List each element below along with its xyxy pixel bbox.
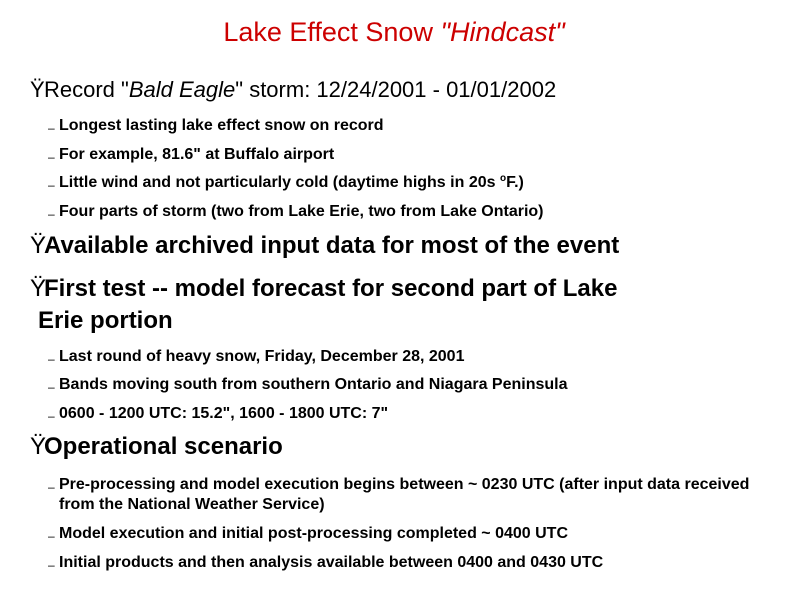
bullet-marker: Ÿ [30, 433, 47, 460]
bullet-marker: Ÿ [30, 77, 45, 102]
title-hindcast: "Hindcast" [440, 17, 565, 47]
sub-bullet-marker: – [48, 380, 55, 394]
sub-bullet-marker: – [48, 178, 55, 192]
first-test-line2: Erie portion [38, 307, 173, 334]
sub-bullet: – Model execution and initial post-processing completed ~ 0400 UTC [48, 524, 568, 544]
sub-bullet: – Longest lasting lake effect snow on record [48, 116, 384, 136]
sub-bullet: – Little wind and not particularly cold (daytime highs in 20s $^o$F.) [48, 173, 524, 195]
sub-bullet: – Pre-processing and model execution begins between ~ 0230 UTC (after input data received from the National Weather Service) [48, 476, 750, 513]
sub-bullet: – Bands moving south from southern Ontario and Niagara Peninsula [48, 375, 568, 395]
sub-bullet-marker: – [48, 121, 55, 135]
bullet-operational: Ÿ Operational scenario [30, 433, 283, 460]
sub-bullet-marker: – [48, 150, 55, 164]
sub-bullet-marker: – [48, 409, 55, 423]
sub-bullet-marker: – [48, 558, 55, 572]
bullet-first-test [30, 273, 617, 337]
first-test-line1: First test -- model forecast for second part of Lake [44, 275, 618, 302]
sub-bullet-marker: – [48, 480, 55, 494]
sub-bullet-marker: – [48, 352, 55, 366]
sub-bullet-marker: – [48, 207, 55, 221]
slide-title [0, 16, 788, 48]
bullet-available: Ÿ Available archived input data for most of the event [30, 232, 620, 259]
sub-bullet: – Last round of heavy snow, Friday, December 28, 2001 [48, 347, 464, 367]
storm-name: Bald Eagle [128, 77, 236, 102]
bullet-record [30, 76, 556, 104]
sub-bullet-marker: – [48, 529, 55, 543]
sub-bullet: – For example, 81.6" at Buffalo airport [48, 145, 334, 165]
bullet-record-text: Record "Bald Eagle" storm: 12/24/2001 - 01/01/2002 [44, 77, 557, 102]
sub-bullet: – 0600 - 1200 UTC: 15.2", 1600 - 1800 UTC: 7" [48, 404, 388, 424]
bullet-marker: Ÿ [30, 275, 47, 302]
bullet-marker: Ÿ [30, 232, 47, 259]
sub-bullet: – Initial products and then analysis available between 0400 and 0430 UTC [48, 553, 603, 573]
degree-symbol: o [499, 173, 507, 184]
sub-bullet: – Four parts of storm (two from Lake Erie, two from Lake Ontario) [48, 202, 544, 222]
title-prefix: Lake Effect Snow [223, 17, 441, 47]
